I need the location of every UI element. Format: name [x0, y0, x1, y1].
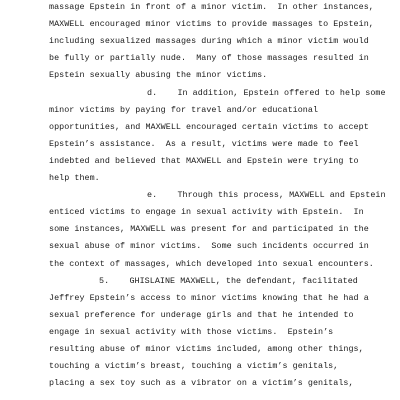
- text-line: massage Epstein in front of a minor victim. In other instances,: [49, 2, 374, 12]
- text-line: Epstein’s assistance. As a result, victims were made to feel: [49, 138, 359, 149]
- text-line: enticed victims to engage in sexual activity with Epstein. In: [49, 207, 364, 218]
- text-line: MAXWELL encouraged minor victims to provide massages to Epstein,: [49, 19, 374, 30]
- text-line: including sexualized massages during which a minor victim would: [49, 36, 369, 47]
- text-line: Jeffrey Epstein’s access to minor victims knowing that he had a: [49, 292, 369, 303]
- text-line: indebted and believed that MAXWELL and Epstein were trying to: [49, 155, 359, 166]
- text-line: Epstein sexually abusing the minor victims.: [49, 70, 268, 81]
- paragraph-5-first-line: 5. GHISLAINE MAXWELL, the defendant, facilitated: [99, 275, 358, 286]
- text-line: placing a sex toy such as a vibrator on a victim’s genitals,: [49, 378, 354, 389]
- text-line: be fully or partially nude. Many of those massages resulted in: [49, 53, 369, 64]
- text-line: the context of massages, which developed into sexual encounters.: [49, 258, 374, 269]
- text-line: sexual preference for underage girls and that he intended to: [49, 309, 354, 320]
- text-line: some instances, MAXWELL was present for and participated in the: [49, 224, 369, 235]
- paragraph-d-first-line: d. In addition, Epstein offered to help some: [147, 87, 386, 98]
- text-line: minor victims by paying for travel and/or educational: [49, 104, 319, 115]
- paragraph-e-first-line: e. Through this process, MAXWELL and Epstein: [147, 190, 386, 201]
- text-line: help them.: [49, 173, 100, 183]
- text-line: opportunities, and MAXWELL encouraged certain victims to accept: [49, 121, 369, 132]
- text-line: resulting abuse of minor victims included, among other things,: [49, 344, 364, 354]
- text-line: touching a victim’s breast, touching a victim’s genitals,: [49, 361, 339, 372]
- text-line: sexual abuse of minor victims. Some such incidents occurred in: [49, 241, 369, 252]
- text-line: engage in sexual activity with those victims. Epstein’s: [49, 326, 334, 337]
